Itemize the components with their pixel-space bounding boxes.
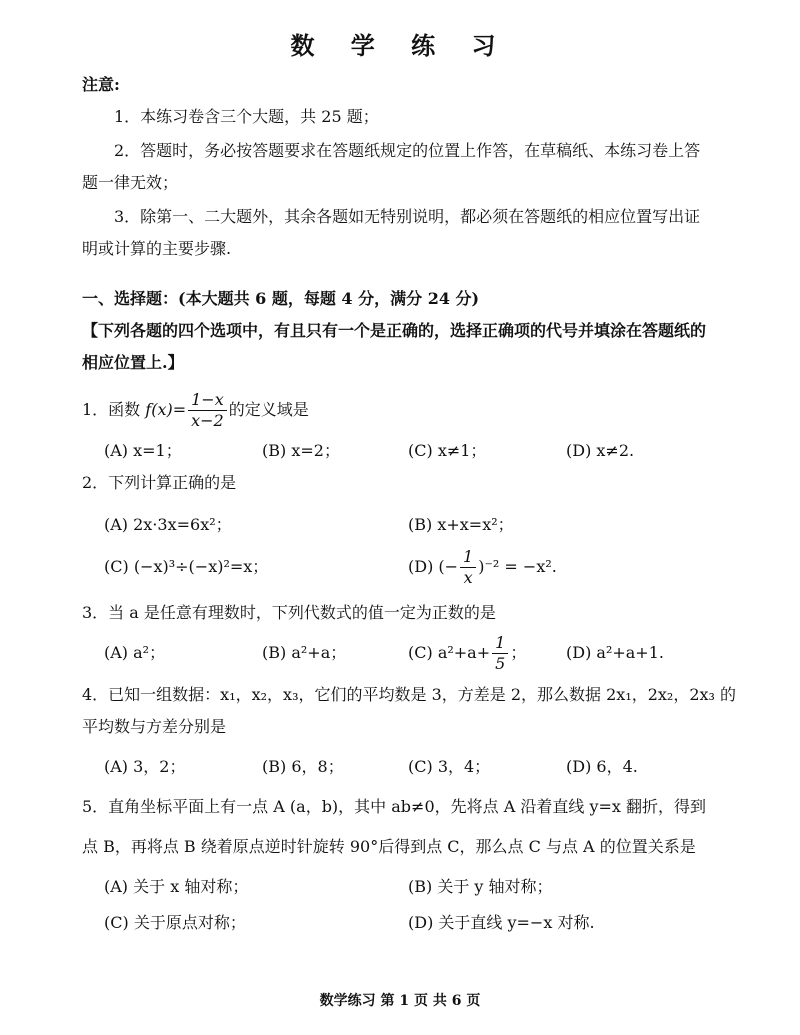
section-instruction-1: 【下列各题的四个选项中，有且只有一个是正确的，选择正确项的代号并填涂在答题纸的 (82, 321, 707, 340)
question-5-option-a: (A) 关于 x 轴对称； (104, 877, 249, 896)
question-2-option-a: (A) 2x·3x=6x²； (104, 515, 232, 534)
question-1-stem (82, 388, 309, 432)
question-5-stem-2: 点 B，再将点 B 绕着原点逆时针旋转 90°后得到点 C，那么点 C 与点 A 的位置关系是 (82, 837, 696, 856)
question-3-option-b: (B) a²+a； (262, 643, 347, 662)
question-2-option-b: (B) x+x=x²； (408, 515, 514, 534)
question-5-stem-1: 5．直角坐标平面上有一点 A (a，b)，其中 ab≠0，先将点 A 沿着直线 y=x 翻折，得到 (82, 797, 706, 816)
section-heading: 一、选择题：(本大题共 6 题，每题 4 分，满分 24 分) (82, 289, 480, 308)
question-4-option-d: (D) 6，4. (566, 757, 638, 776)
option-d-prefix: (D) (− (408, 557, 459, 576)
question-4-option-c: (C) 3，4； (408, 757, 491, 776)
question-1-option-d: (D) x≠2. (566, 441, 635, 460)
option-c-suffix: ； (510, 643, 527, 662)
question-2-stem: 2．下列计算正确的是 (82, 473, 237, 492)
question-1-suffix: 的定义域是 (228, 400, 309, 419)
question-4-stem-1: 4．已知一组数据：x₁，x₂，x₃，它们的平均数是 3，方差是 2，那么数据 2x₁，2x₂，2x₃ 的 (82, 685, 737, 704)
question-1-option-b: (B) x=2； (262, 441, 340, 460)
question-3-option-c (408, 631, 526, 675)
fraction-denominator: x−2 (191, 411, 224, 430)
question-5-option-b: (B) 关于 y 轴对称； (408, 877, 553, 896)
notice-item-2-cont: 题一律无效； (82, 173, 179, 192)
section-instruction-2: 相应位置上.】 (82, 353, 184, 372)
question-1-option-a: (A) x=1； (104, 441, 182, 460)
fraction-numerator: 1−x (188, 390, 227, 411)
notice-item-3-cont: 明或计算的主要步骤. (82, 239, 232, 258)
question-3-option-a: (A) a²； (104, 643, 166, 662)
fraction-denominator: x (463, 568, 473, 587)
question-1-fraction (188, 390, 227, 431)
question-1-option-c: (C) x≠1； (408, 441, 487, 460)
question-3-stem: 3．当 a 是任意有理数时，下列代数式的值一定为正数的是 (82, 603, 496, 622)
notice-item-2: 2．答题时，务必按答题要求在答题纸规定的位置上作答，在草稿纸、本练习卷上答 (114, 141, 701, 160)
question-1-function: f(x)= (145, 400, 187, 419)
question-4-stem-2: 平均数与方差分别是 (82, 717, 227, 736)
question-1-prefix: 1．函数 (82, 400, 146, 419)
notice-label: 注意: (82, 75, 120, 94)
page-title: 数 学 练 习 (290, 31, 510, 60)
option-c-prefix: (C) a²+a+ (408, 643, 491, 662)
question-2-option-c: (C) (−x)³÷(−x)²=x； (104, 557, 269, 576)
fraction-numerator: 1 (460, 547, 476, 568)
fraction-denominator: 5 (495, 654, 506, 673)
fraction-numerator: 1 (492, 633, 508, 654)
option-d-fraction (460, 547, 476, 588)
notice-item-1: 1．本练习卷含三个大题，共 25 题； (114, 107, 379, 126)
question-3-option-d: (D) a²+a+1. (566, 643, 664, 662)
option-d-suffix: )⁻² = −x². (478, 557, 557, 576)
question-5-option-d: (D) 关于直线 y=−x 对称. (408, 913, 595, 932)
question-4-option-b: (B) 6，8； (262, 757, 344, 776)
option-c-fraction (492, 633, 508, 674)
page-footer: 数学练习 第 1 页 共 6 页 (319, 993, 481, 1009)
question-5-option-c: (C) 关于原点对称； (104, 913, 246, 932)
question-4-option-a: (A) 3，2； (104, 757, 186, 776)
question-2-option-d (408, 545, 557, 589)
notice-item-3: 3．除第一、二大题外，其余各题如无特别说明，都必须在答题纸的相应位置写出证 (114, 207, 701, 226)
